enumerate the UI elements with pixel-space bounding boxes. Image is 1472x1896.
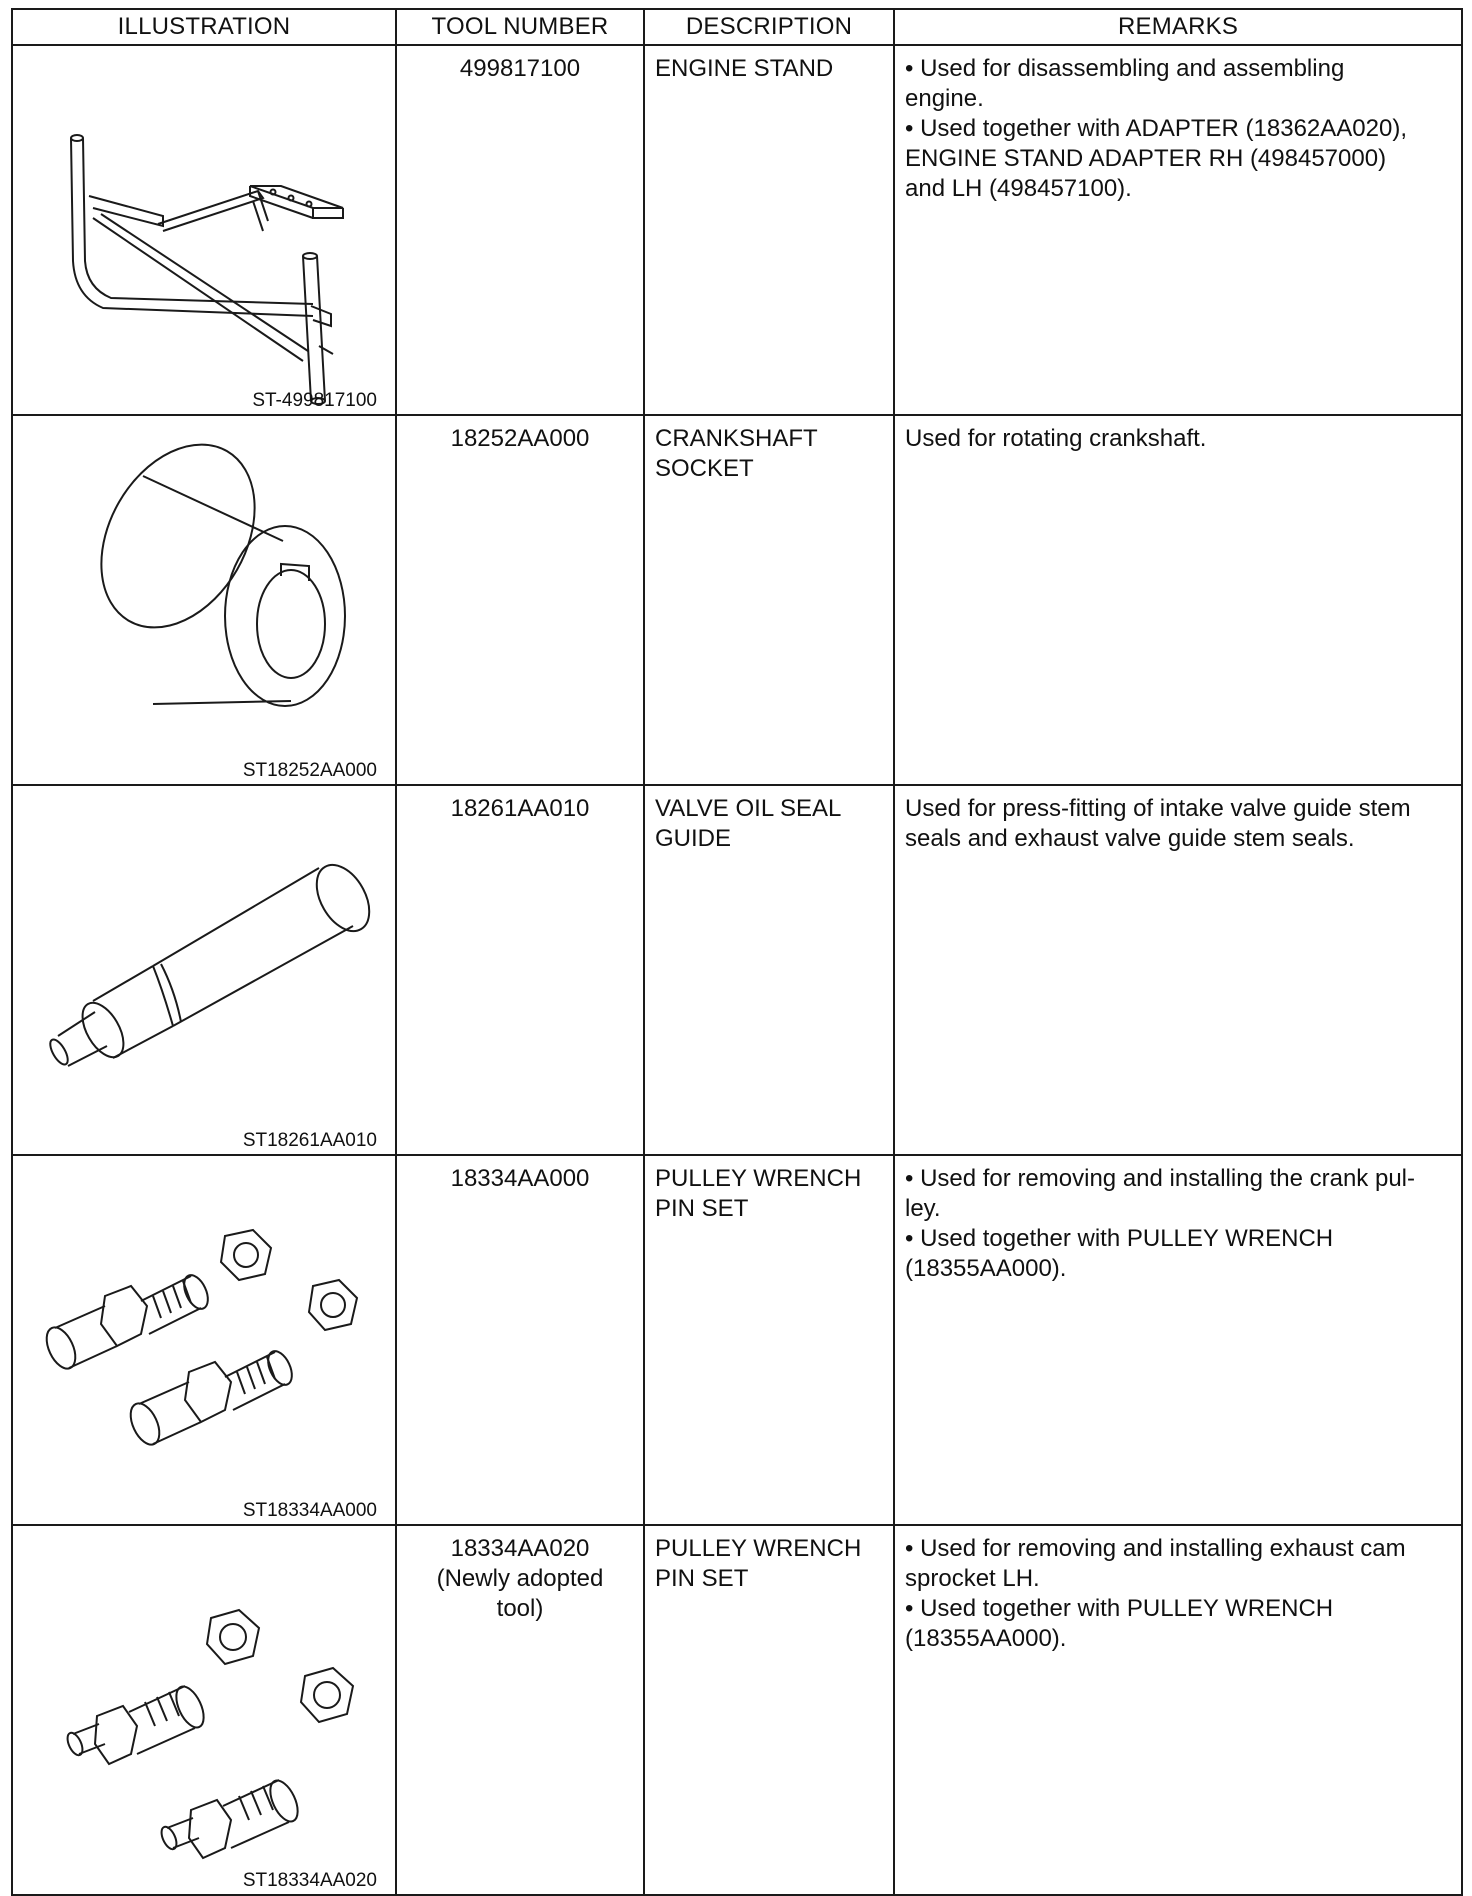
description-line: SOCKET bbox=[655, 455, 754, 482]
tool-number: 18261AA010 bbox=[450, 795, 590, 822]
table-row bbox=[12, 45, 1462, 415]
description-cell bbox=[644, 1525, 894, 1895]
remark-line: ENGINE STAND ADAPTER RH (498457000) bbox=[905, 145, 1387, 172]
description-line: VALVE OIL SEAL bbox=[655, 795, 842, 822]
remarks-cell bbox=[894, 45, 1462, 415]
illustration-code: ST18334AA000 bbox=[242, 1500, 377, 1521]
description-line: PULLEY WRENCH bbox=[655, 1165, 862, 1192]
illustration-code: ST18261AA010 bbox=[242, 1130, 377, 1151]
tool-number: 499817100 bbox=[459, 55, 581, 82]
description-line: PIN SET bbox=[655, 1565, 749, 1592]
illustration-code: ST-499817100 bbox=[252, 390, 377, 411]
tool-number-cell bbox=[396, 785, 644, 1155]
remark-line: • Used for removing and installing exhaust cam bbox=[905, 1535, 1406, 1562]
illustration-code: ST18252AA000 bbox=[242, 760, 377, 781]
remark-line: seals and exhaust valve guide stem seals. bbox=[905, 825, 1355, 852]
tool-number-cell bbox=[396, 1525, 644, 1895]
illustration-cell bbox=[12, 1155, 396, 1525]
remark-line: sprocket LH. bbox=[905, 1565, 1040, 1592]
tool-number-cell bbox=[396, 415, 644, 785]
description-line: PULLEY WRENCH bbox=[655, 1535, 862, 1562]
remarks-cell bbox=[894, 415, 1462, 785]
header-row bbox=[12, 9, 1462, 45]
pulley-wrench-pin-set-icon bbox=[13, 1156, 397, 1524]
remarks-cell bbox=[894, 1525, 1462, 1895]
valve-oil-seal-guide-icon bbox=[13, 786, 397, 1154]
remark-line: • Used for removing and installing the crank pul- bbox=[905, 1165, 1415, 1192]
description-line: PIN SET bbox=[655, 1195, 749, 1222]
description-cell bbox=[644, 1155, 894, 1525]
remark-line: • Used together with ADAPTER (18362AA020), bbox=[905, 115, 1407, 142]
special-tools-table bbox=[11, 8, 1463, 1896]
tool-number-cell bbox=[396, 1155, 644, 1525]
table-row bbox=[12, 1525, 1462, 1895]
header-description: DESCRIPTION bbox=[644, 9, 894, 45]
description-cell bbox=[644, 785, 894, 1155]
remark-line: Used for rotating crankshaft. bbox=[905, 425, 1207, 452]
illustration-code: ST18334AA020 bbox=[242, 1870, 377, 1891]
pulley-wrench-pin-set-icon bbox=[13, 1526, 397, 1894]
illustration-cell bbox=[12, 45, 396, 415]
tool-number: 18334AA000 bbox=[450, 1165, 590, 1192]
remarks-cell bbox=[894, 1155, 1462, 1525]
remark-line: (18355AA000). bbox=[905, 1255, 1067, 1282]
table-row bbox=[12, 785, 1462, 1155]
header-tool-number: TOOL NUMBER bbox=[396, 9, 644, 45]
crankshaft-socket-icon bbox=[13, 416, 397, 784]
illustration-cell bbox=[12, 415, 396, 785]
tool-number-note: tool) bbox=[496, 1595, 544, 1622]
tool-number-note: (Newly adopted bbox=[436, 1565, 604, 1592]
description-cell bbox=[644, 45, 894, 415]
remark-line: ley. bbox=[905, 1195, 941, 1222]
remark-line: • Used together with PULLEY WRENCH bbox=[905, 1595, 1334, 1622]
remarks-cell bbox=[894, 785, 1462, 1155]
description-cell bbox=[644, 415, 894, 785]
description-line: CRANKSHAFT bbox=[655, 425, 818, 452]
illustration-cell bbox=[12, 1525, 396, 1895]
remark-line: • Used for disassembling and assembling bbox=[905, 55, 1345, 82]
description-line: GUIDE bbox=[655, 825, 732, 852]
description-line: ENGINE STAND bbox=[655, 55, 834, 82]
remark-line: and LH (498457100). bbox=[905, 175, 1132, 202]
header-remarks: REMARKS bbox=[894, 9, 1462, 45]
engine-stand-icon bbox=[13, 46, 397, 414]
remark-line: engine. bbox=[905, 85, 984, 112]
table-row bbox=[12, 1155, 1462, 1525]
illustration-cell bbox=[12, 785, 396, 1155]
table-row bbox=[12, 415, 1462, 785]
remark-line: Used for press-fitting of intake valve guide stem bbox=[905, 795, 1411, 822]
tool-number: 18334AA020 bbox=[450, 1535, 590, 1562]
tool-number: 18252AA000 bbox=[450, 425, 590, 452]
tool-number-cell bbox=[396, 45, 644, 415]
remark-line: • Used together with PULLEY WRENCH bbox=[905, 1225, 1334, 1252]
header-illustration: ILLUSTRATION bbox=[12, 9, 396, 45]
remark-line: (18355AA000). bbox=[905, 1625, 1067, 1652]
